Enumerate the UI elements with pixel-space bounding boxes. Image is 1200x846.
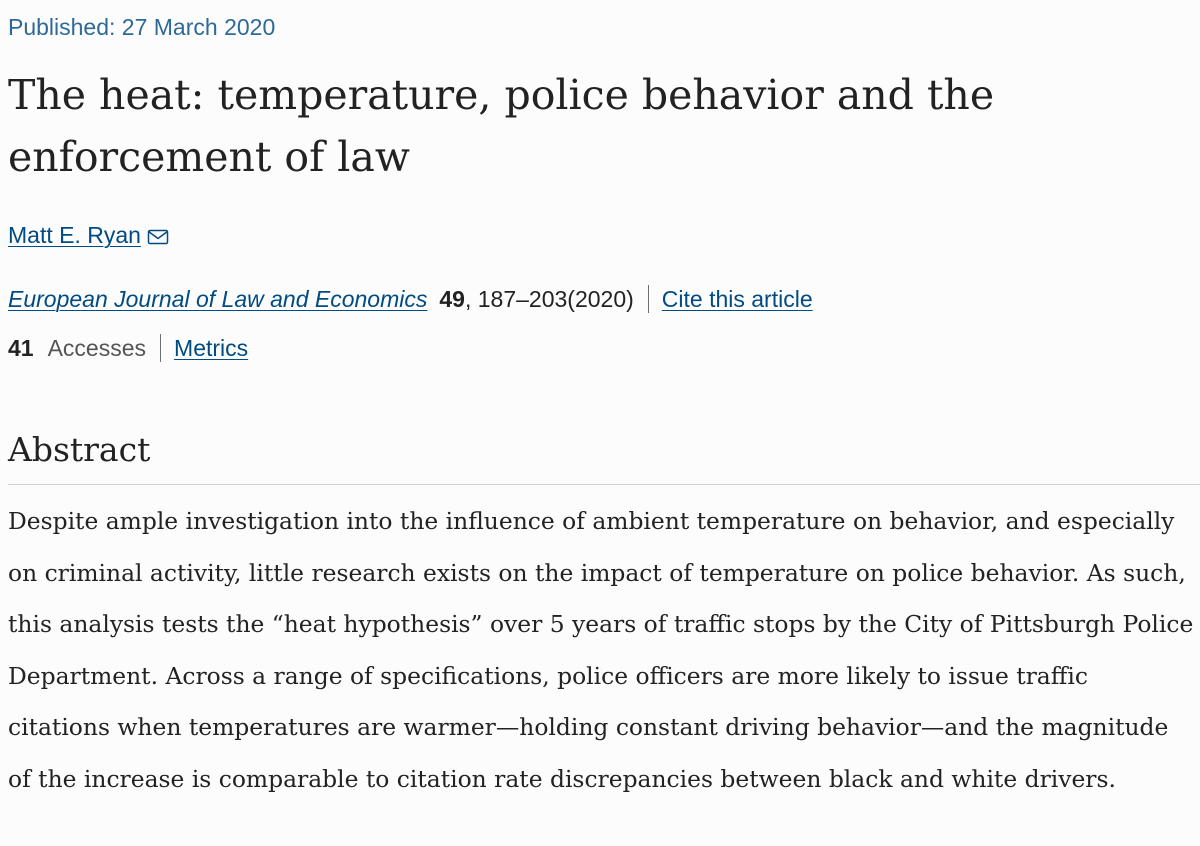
accesses-count: 41	[8, 334, 34, 361]
section-divider	[8, 484, 1200, 485]
accesses-label: Accesses	[47, 334, 147, 361]
separator	[160, 334, 161, 362]
author-list	[8, 222, 169, 249]
article-metrics	[8, 334, 248, 362]
publication-date: Published: 27 March 2020	[8, 14, 276, 40]
separator	[648, 285, 649, 313]
envelope-icon[interactable]	[147, 225, 169, 243]
cite-article-link[interactable]: Cite this article	[661, 285, 813, 312]
metrics-link[interactable]: Metrics	[174, 334, 249, 361]
abstract-heading: Abstract	[8, 430, 151, 469]
volume-number: 49	[439, 285, 465, 312]
citation-info	[8, 285, 813, 313]
pages-year: , 187–203(2020)	[464, 285, 634, 312]
author-link[interactable]: Matt E. Ryan	[8, 222, 141, 248]
article-title: The heat: temperature, police behavior and the enforcement of law	[8, 71, 995, 181]
journal-link[interactable]: European Journal of Law and Economics	[8, 285, 428, 312]
abstract-text: Despite ample investigation into the influence of ambient temperature on behavior, and especially on criminal activity, little research exists on the impact of temperature on police behavior. As such, this analysis tests the “heat hypothesis” over 5 years of traffic stops by the City of Pittsburgh Police Department. Across a range of specifications, police officers are more likely to issue traffic citations when temperatures are warmer—holding constant driving behavior—and the magnitude of the increase is comparable to citation rate discrepancies between black and white drivers.	[8, 507, 1194, 793]
